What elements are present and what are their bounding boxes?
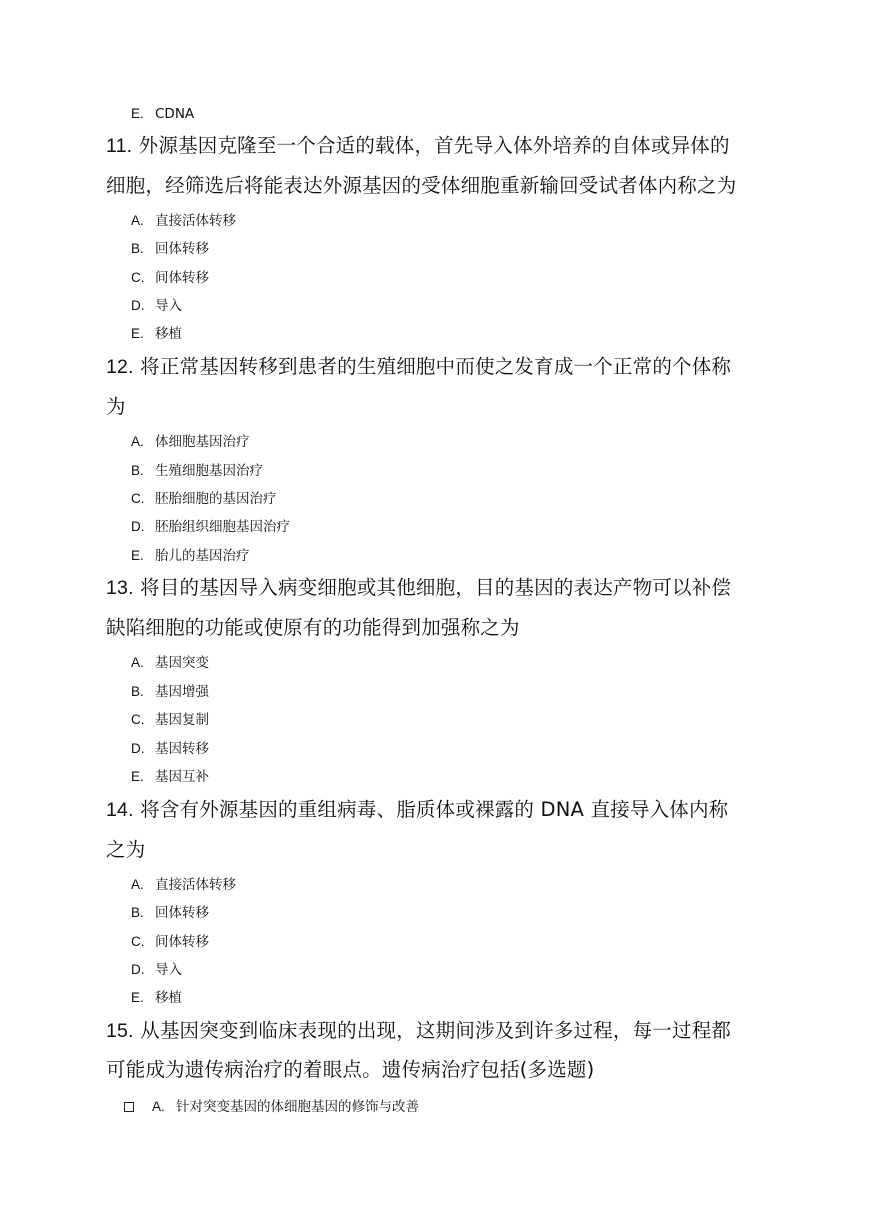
option-letter: A. xyxy=(152,1099,165,1114)
question-text: 将含有外源基因的重组病毒、脂质体或裸露的 DNA 直接导入体内称 xyxy=(140,798,729,821)
question-15-line-2: 可能成为遗传病治疗的着眼点。遗传病治疗包括(多选题) xyxy=(106,1058,595,1081)
option-text: 间体转移 xyxy=(155,270,209,286)
option-text: 导入 xyxy=(155,962,182,978)
question-13-option-a[interactable] xyxy=(131,654,209,672)
question-13-line-1 xyxy=(106,574,731,602)
question-12-line-1 xyxy=(106,353,731,381)
option-text: 移植 xyxy=(155,326,182,342)
question-number: 13. xyxy=(106,577,134,599)
option-letter: E. xyxy=(131,106,144,121)
option-letter: C. xyxy=(131,934,145,949)
question-14-option-c[interactable] xyxy=(131,933,209,951)
question-text: 将目的基因导入病变细胞或其他细胞，目的基因的表达产物可以补偿 xyxy=(140,576,732,599)
option-text: 基因互补 xyxy=(155,769,209,785)
question-14-line-2: 之为 xyxy=(106,838,146,861)
question-13-line-2: 缺陷细胞的功能或使原有的功能得到加强称之为 xyxy=(106,616,520,639)
question-12-line-2: 为 xyxy=(106,395,126,418)
question-13-option-e[interactable] xyxy=(131,768,209,786)
option-text: 胚胎组织细胞基因治疗 xyxy=(155,519,290,535)
question-14-option-d[interactable] xyxy=(131,961,182,979)
question-12-option-d[interactable] xyxy=(131,518,290,536)
option-letter: E. xyxy=(131,990,144,1005)
option-prev-e[interactable] xyxy=(131,105,194,123)
question-text: 从基因突变到临床表现的出现，这期间涉及到许多过程，每一过程都 xyxy=(140,1019,732,1042)
question-13-option-c[interactable] xyxy=(131,711,209,729)
option-text: 基因增强 xyxy=(155,684,209,700)
option-text: 体细胞基因治疗 xyxy=(155,434,250,450)
option-checkbox[interactable] xyxy=(124,1102,134,1112)
option-text: 导入 xyxy=(155,298,182,314)
option-letter: C. xyxy=(131,491,145,506)
option-letter: A. xyxy=(131,213,144,228)
option-letter: A. xyxy=(131,434,144,449)
option-letter: C. xyxy=(131,712,145,727)
option-letter: A. xyxy=(131,655,144,670)
option-letter: E. xyxy=(131,769,144,784)
option-text: CDNA xyxy=(155,106,195,122)
question-number: 12. xyxy=(106,356,134,378)
option-text: 基因突变 xyxy=(155,655,209,671)
option-letter: A. xyxy=(131,877,144,892)
question-13-option-b[interactable] xyxy=(131,683,209,701)
option-text: 回体转移 xyxy=(155,905,209,921)
option-text: 针对突变基因的体细胞基因的修饰与改善 xyxy=(176,1099,419,1115)
question-number: 15. xyxy=(106,1020,134,1042)
option-text: 回体转移 xyxy=(155,241,209,257)
option-letter: B. xyxy=(131,241,144,256)
option-text: 胚胎细胞的基因治疗 xyxy=(155,491,277,507)
question-12-option-b[interactable] xyxy=(131,462,263,480)
option-text: 生殖细胞基因治疗 xyxy=(155,463,263,479)
option-letter: E. xyxy=(131,548,144,563)
option-text: 间体转移 xyxy=(155,934,209,950)
question-number: 14. xyxy=(106,799,134,821)
option-letter: D. xyxy=(131,519,145,534)
option-text: 直接活体转移 xyxy=(155,213,236,229)
option-letter: D. xyxy=(131,741,145,756)
question-14-option-a[interactable] xyxy=(131,876,236,894)
option-text: 基因转移 xyxy=(155,741,209,757)
option-letter: E. xyxy=(131,326,144,341)
question-11-line-2: 细胞，经筛选后将能表达外源基因的受体细胞重新输回受试者体内称之为 xyxy=(106,174,737,197)
question-11-option-a[interactable] xyxy=(131,212,236,230)
question-text: 将正常基因转移到患者的生殖细胞中而使之发育成一个正常的个体称 xyxy=(140,355,732,378)
question-14-option-b[interactable] xyxy=(131,904,209,922)
question-12-option-e[interactable] xyxy=(131,547,250,565)
option-text: 移植 xyxy=(155,990,182,1006)
question-12-option-c[interactable] xyxy=(131,490,277,508)
question-11-option-e[interactable] xyxy=(131,325,182,343)
option-text: 胎儿的基因治疗 xyxy=(155,548,250,564)
option-letter: C. xyxy=(131,270,145,285)
question-14-option-e[interactable] xyxy=(131,989,182,1007)
question-11-option-c[interactable] xyxy=(131,269,209,287)
option-text: 基因复制 xyxy=(155,712,209,728)
question-text: 外源基因克隆至一个合适的载体，首先导入体外培养的自体或异体的 xyxy=(138,134,730,157)
option-letter: B. xyxy=(131,684,144,699)
option-letter: D. xyxy=(131,962,145,977)
question-14-line-1 xyxy=(106,796,728,824)
question-15-line-1 xyxy=(106,1017,731,1045)
option-letter: B. xyxy=(131,905,144,920)
question-11-option-b[interactable] xyxy=(131,240,209,258)
question-13-option-d[interactable] xyxy=(131,740,209,758)
option-letter: D. xyxy=(131,298,145,313)
option-letter: B. xyxy=(131,463,144,478)
option-text: 直接活体转移 xyxy=(155,877,236,893)
question-11-line-1 xyxy=(106,132,730,160)
question-number: 11. xyxy=(106,135,133,157)
question-15-option-a[interactable] xyxy=(152,1098,419,1116)
question-12-option-a[interactable] xyxy=(131,433,250,451)
question-11-option-d[interactable] xyxy=(131,297,182,315)
